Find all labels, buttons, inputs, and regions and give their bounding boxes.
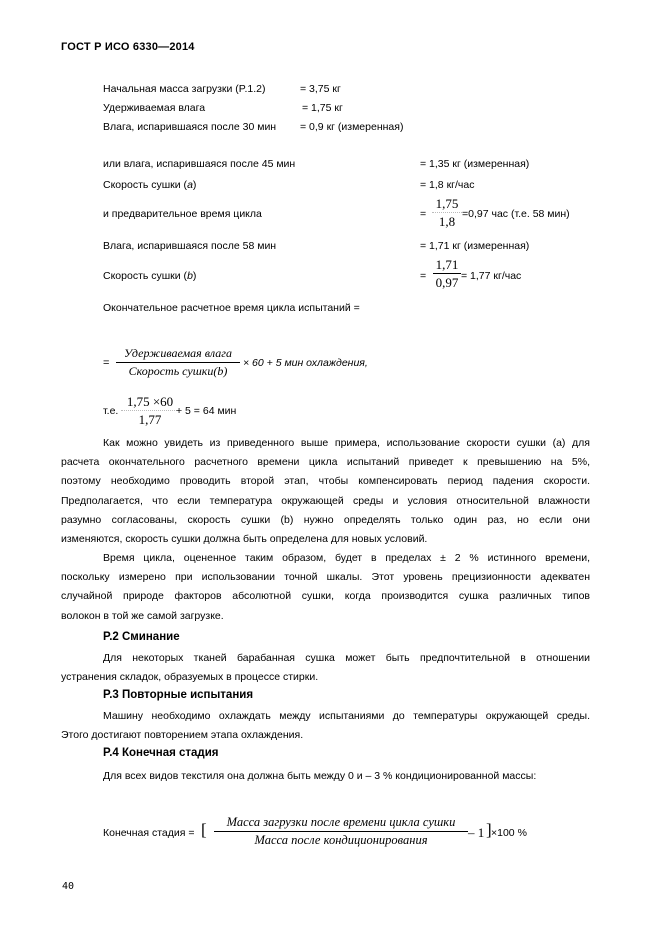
rate-b-eq: = <box>420 270 427 282</box>
label-rate-b: Скорость сушки (b) <box>103 270 197 282</box>
prelim-result: =0,97 час (т.е. 58 мин) <box>462 208 570 220</box>
label-moisture-45: или влага, испарившаяся после 45 мин <box>103 158 296 170</box>
prelim-eq: = <box>420 208 427 220</box>
calc-prefix: т.е. <box>103 405 119 417</box>
label-prelim-time: и предварительное время цикла <box>103 208 262 220</box>
document-header: ГОСТ Р ИСО 6330—2014 <box>61 41 195 53</box>
final-stage-multiplier: ×100 % <box>491 827 527 839</box>
value-initial-mass: = 3,75 кг <box>300 83 341 95</box>
section-heading-p2: P.2 Сминание <box>103 631 180 643</box>
formula-tail: × 60 + 5 мин охлаждения, <box>243 357 368 369</box>
section-heading-p3: P.3 Повторные испытания <box>103 689 254 701</box>
value-moisture-58: = 1,71 кг (измеренная) <box>420 240 530 252</box>
label-retained-moisture: Удерживаемая влага <box>103 102 206 114</box>
rate-b-fraction: 1,71 0,97 <box>433 257 461 290</box>
label-rate-a: Скорость сушки (a) <box>103 179 197 191</box>
label-moisture-30: Влага, испарившаяся после 30 мин <box>103 121 277 133</box>
value-moisture-45: = 1,35 кг (измеренная) <box>420 158 530 170</box>
value-retained-moisture: = 1,75 кг <box>302 102 343 114</box>
calc-fraction: 1,75 ×60 1,77 <box>121 394 179 427</box>
section-heading-p4: P.4 Конечная стадия <box>103 747 219 759</box>
paragraph-precision: Время цикла, оцененное таким образом, будет в пределах ± 2 % истинного времени, поскольку измерено при использовании точной шкалы. Этот уровень прецизионности адекватен случайной природе факторов абсолютной сушки, когда производится сушка различных типов волокон в той же самой загрузке. <box>61 552 590 622</box>
rate-b-result: = 1,77 кг/час <box>461 270 522 282</box>
label-initial-mass: Начальная масса загрузки (P.1.2) <box>103 83 266 95</box>
minus-one: – 1 <box>468 825 485 840</box>
section-body-p2: Для некоторых тканей барабанная сушка может быть предпочтительной в отношении устранения складок, образуемых в процессе стирки. <box>61 652 590 684</box>
prelim-fraction: 1,75 1,8 <box>432 196 462 229</box>
label-final-cycle-time: Окончательное расчетное время цикла испытаний = <box>103 302 360 314</box>
final-stage-label: Конечная стадия = <box>103 827 195 839</box>
section-body-p4: Для всех видов текстиля она должна быть между 0 и – 3 % кондиционированной массы: <box>103 770 537 782</box>
open-bracket: [ <box>201 820 207 839</box>
section-body-p3: Машину необходимо охлаждать между испытаниями до температуры окружающей среды. Этого достигают повторением этапа охлаждения. <box>61 710 590 742</box>
final-stage-fraction: Масса загрузки после времени цикла сушки Масса после кондиционирования <box>214 815 468 848</box>
page-number: 40 <box>62 881 75 892</box>
close-bracket: ] <box>486 820 492 839</box>
calc-tail: + 5 = 64 мин <box>176 405 237 417</box>
formula-fraction: Удерживаемая влага Скорость сушки(b) <box>116 346 240 379</box>
value-rate-a: = 1,8 кг/час <box>420 179 475 191</box>
label-moisture-58: Влага, испарившаяся после 58 мин <box>103 240 277 252</box>
formula-eq: = <box>103 357 110 369</box>
value-moisture-30: = 0,9 кг (измеренная) <box>300 121 404 133</box>
paragraph-rate-explanation: Как можно увидеть из приведенного выше примера, использование скорости сушки (a) для расчета окончательного расчетного времени цикла испытаний приведет к превышению на 5%, поэтому необходимо проводить второй этап, чтобы компенсировать период падения скорости. Предполагается, что если температура окружающей среды и условия относительной влажности разумно согласованы, скорость сушки (b) нужно определять только один раз, но если они изменяются, скорость сушки должна быть определена для новых условий. <box>61 437 590 545</box>
